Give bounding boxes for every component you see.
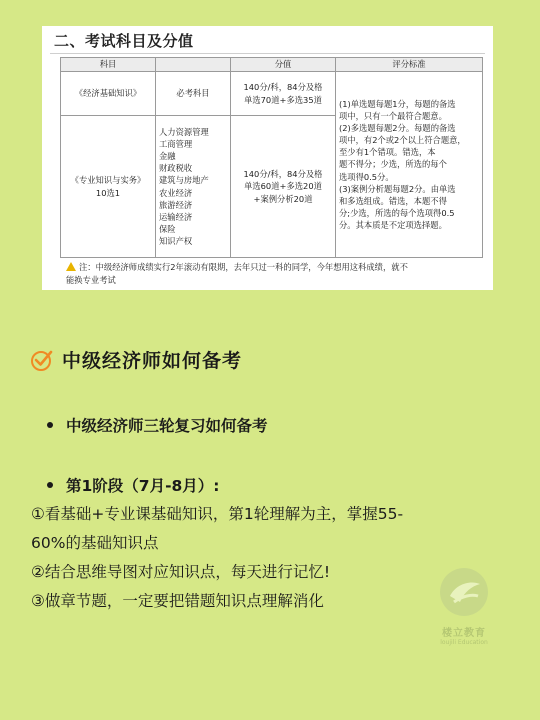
rule-line: 和多选组成。错选，本题不得 [339, 195, 447, 206]
rule-line: (2)多选题每题2分。每题的备选 [339, 123, 456, 134]
bullet-item [47, 414, 268, 436]
subject-type: 必考科目 [156, 72, 231, 116]
score-line: 单选60道+多选20道 [244, 181, 322, 192]
score-line: 单选70道+多选35道 [244, 94, 322, 105]
header-rules: 评分标准 [336, 58, 483, 72]
specialty-item: 金融 [159, 151, 176, 162]
subject-name: 《专业知识与实务》 [70, 175, 146, 186]
section-header [30, 346, 242, 373]
step-line: 60%的基础知识点 [31, 534, 159, 552]
brand-name: 楼立教育 [442, 628, 486, 639]
specialty-item: 工商管理 [159, 139, 193, 150]
note-text: 注：中级经济师成绩实行2年滚动有限期，去年只过一科的同学，今年想用这科成绩，就不 [79, 262, 408, 272]
warning-icon [66, 262, 76, 271]
checkbox-check-icon [30, 348, 54, 372]
rule-line: 项中，有2个或2个以上符合题意， [339, 135, 466, 146]
header-blank [156, 58, 231, 72]
bullet-dot [47, 422, 53, 428]
table-header-row [61, 58, 483, 72]
note-text-2: 能换专业考试 [66, 274, 116, 285]
brand-subtitle: loujili Education [440, 639, 488, 646]
section-title: 中级经济师如何备考 [62, 350, 243, 372]
step-line: ①看基础+专业课基础知识，第1轮理解为主，掌握55- [31, 505, 404, 523]
specialty-item: 农业经济 [159, 187, 193, 198]
step-line: ②结合思维导图对应知识点，每天进行记忆! [31, 563, 331, 581]
specialty-item: 建筑与房地产 [159, 175, 209, 186]
rule-line: (3)案例分析题每题2分。由单选 [339, 183, 456, 194]
specialty-item: 财政税收 [159, 163, 193, 174]
subject-choice: 10选1 [95, 187, 121, 198]
rule-line: 分;少选，所选的每个选项得0.5 [339, 207, 455, 218]
exam-table [60, 57, 483, 258]
step-line: ③做章节题，一定要把错题知识点理解消化 [31, 592, 324, 610]
subject-professional [61, 116, 156, 258]
validity-note [66, 261, 486, 287]
bullet-text: 中级经济师三轮复习如何备考 [66, 417, 268, 435]
score-line: +案例分析20道 [253, 193, 313, 204]
brand-watermark [428, 566, 500, 656]
bullet-text: 第1阶段（7月-8月）: [66, 477, 220, 495]
specialty-list [156, 116, 231, 258]
exam-info-card [42, 26, 493, 290]
rule-line: 题不得分；少选，所选的每个 [339, 159, 447, 170]
card-title: 二、考试科目及分值 [54, 32, 194, 50]
specialty-item: 保险 [159, 223, 176, 234]
rule-line: 分。其本质是不定项选择题。 [339, 219, 447, 230]
specialty-item: 知识产权 [159, 235, 193, 246]
specialty-item: 运输经济 [159, 211, 193, 222]
score-professional [231, 116, 336, 258]
title-divider [50, 53, 485, 54]
score-economics [231, 72, 336, 116]
header-score: 分值 [231, 58, 336, 72]
score-line: 140分/科，84分及格 [243, 82, 323, 93]
header-subject: 科目 [61, 58, 156, 72]
specialty-item: 人力资源管理 [159, 127, 209, 138]
table-row [61, 72, 483, 116]
rule-line: 项中，只有一个最符合题意。 [339, 111, 447, 122]
rule-line: 至少有1个错项。错选，本 [339, 147, 436, 158]
rule-line: 选项得0.5分。 [339, 171, 394, 182]
bullet-dot [47, 482, 53, 488]
brand-logo-icon [434, 566, 494, 618]
score-line: 140分/科，84分及格 [243, 169, 323, 180]
rule-line: (1)单选题每题1分，每题的备选 [339, 99, 456, 110]
specialty-item: 旅游经济 [159, 199, 193, 210]
scoring-rules [336, 72, 483, 258]
subject-economics: 《经济基础知识》 [61, 72, 156, 116]
bullet-item [47, 474, 220, 496]
